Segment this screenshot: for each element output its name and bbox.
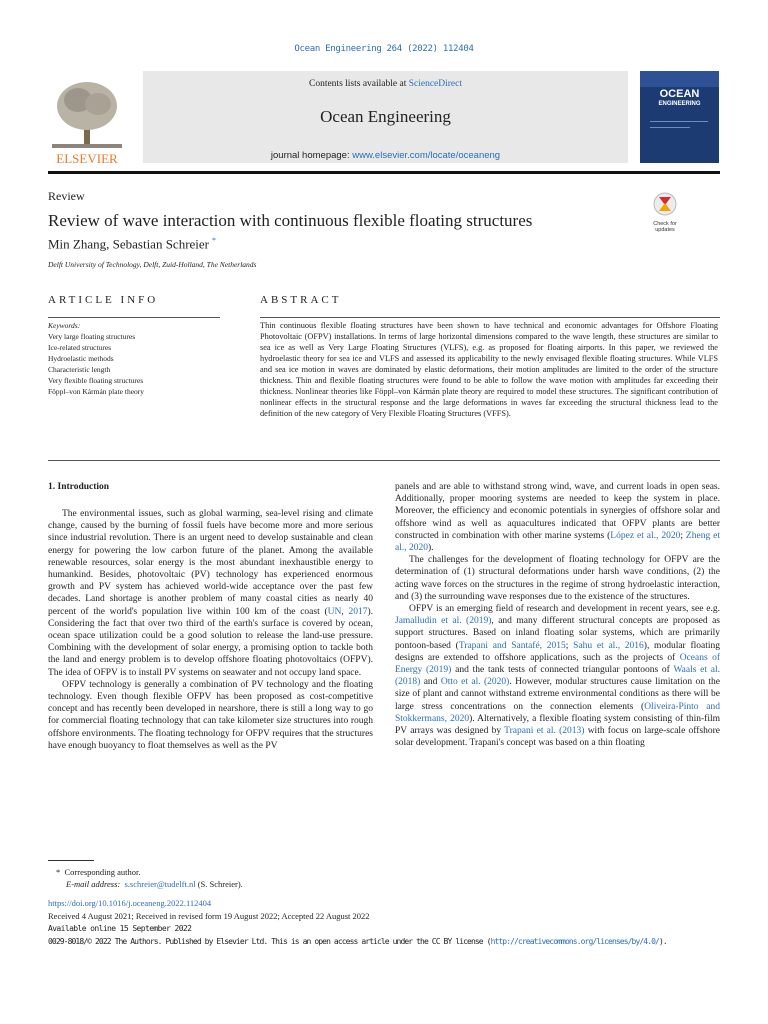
citation-link[interactable]: Jamalludin et al. (2019): [395, 616, 492, 627]
paragraph: The challenges for the development of floating technology for OFPV are the determination of (1) structural deformations under harsh wave conditions, (2) the acting wave forces on the structures in the regime of strong hydroelastic interaction, and (3) the surrounding wave responses due to the existence of the structures.: [395, 555, 720, 602]
body-column-left: [48, 508, 373, 752]
check-for-updates-badge[interactable]: Check for updates: [644, 192, 686, 232]
footnote-rule: [48, 860, 94, 861]
footnote: * Corresponding author. E-mail address: s.schreier@tudelft.nl (S. Schreier).: [56, 867, 243, 889]
abstract-end-rule: [48, 460, 720, 461]
license-line: 0029-8018/© 2022 The Authors. Published by Elsevier Ltd. This is an open access article under the CC BY license (http://creativecommons.org/licenses/by/4.0/).: [48, 937, 667, 946]
journal-cover[interactable]: [640, 71, 719, 163]
corresponding-author-mark[interactable]: *: [212, 236, 217, 245]
keyword: Föppl–von Kármán plate theory: [48, 387, 145, 396]
citation-link[interactable]: 2017: [348, 606, 368, 617]
paragraph: OFPV technology is generally a combination of PV technology and the floating technology. Even though flexible OFPV has been proposed as cost-competitive concept and has recently been developed in nearshore, there is still a long way to go for commercial floating technology that can take kilometer size structures into rough offshore environments. The floating technology for OFPV requires that the structures have enough buoyancy to float themselves as well as the PV: [48, 679, 373, 751]
citation-link[interactable]: Oceans of Energy (2019): [395, 652, 720, 676]
paragraph: The environmental issues, such as global warming, sea-level rising and climate change, caused by the burning of fossil fuels have become more and more serious since industrial revolution. There is an urgent need to develop sustainable and clean energy for powering the low carbon future of the planet. Among the available renewable resources, solar energy is the most abundant inexhaustible energy to humankind. Besides, photovoltaic (PV) technology has experienced enormous growth and PV system has achieved world-wide acceptance over the past few decades. Land shortage is another problem of many coastal cities as nearly 40 percent of the world's population live within 100 km of the coast (UN, 2017). Considering the fact that over two third of the earth's surface is covered by ocean, ocean space utilization could be a good solution to release the land-use pressure. Combining with the development of solar energy, a promising option to tackle both the land and energy problem is to develop offshore floating photovoltaics (OFPV). The idea of OFPV is to install PV systems on seawater and not occupy land space.: [48, 509, 373, 678]
sciencedirect-link[interactable]: ScienceDirect: [408, 79, 462, 89]
affiliation: Delft University of Technology, Delft, Zuid-Holland, The Netherlands: [48, 260, 257, 269]
citation-link[interactable]: Trapani and Santafé, 2015: [458, 640, 566, 651]
abstract-heading: ABSTRACT: [260, 294, 342, 306]
journal-banner: [143, 71, 628, 163]
keyword: Very large floating structures: [48, 332, 136, 341]
body-column-right: [395, 481, 720, 749]
email-link[interactable]: s.schreier@tudelft.nl: [124, 879, 196, 889]
abstract-rule: [260, 317, 720, 318]
license-link[interactable]: http://creativecommons.org/licenses/by/4.0/: [490, 937, 659, 946]
citation-link[interactable]: Otto et al. (2020): [440, 677, 510, 688]
article-dates: Received 4 August 2021; Received in revised form 19 August 2022; Accepted 22 August 2022: [48, 911, 370, 921]
citation-link[interactable]: Waals et al. (2018): [395, 665, 721, 688]
homepage-line: journal homepage: www.elsevier.com/locate/oceaneng: [270, 150, 501, 161]
cover-title: OCEAN ENGINEERING: [658, 88, 701, 107]
keyword: Characteristic length: [48, 365, 111, 374]
citation-link[interactable]: López et al., 2020: [610, 530, 681, 541]
citation-link[interactable]: Trapani et al. (2013): [504, 726, 585, 737]
keywords-label: Keywords:: [48, 321, 81, 330]
header-rule: [48, 171, 720, 174]
author-list: Min Zhang, Sebastian Schreier *: [48, 236, 217, 252]
article-info-heading: ARTICLE INFO: [48, 294, 159, 306]
doi-link[interactable]: https://doi.org/10.1016/j.oceaneng.2022.112404: [48, 898, 212, 908]
keywords-list: [48, 331, 144, 397]
article-type: Review: [48, 189, 85, 203]
paragraph: OFPV is an emerging field of research and development in recent years, see e.g. Jamalludin et al. (2019), and many different structural concepts are proposed as support structures. Based on inland floating solar systems, which are primarily pontoon-based (Trapani and Santafé, 2015; Sahu et al., 2016), modular floating designs are extended to offshore applications, such as the projects of Oceans of Energy (2019) and the tank tests of connected triangular pontoons of Waals et al. (2018) and Otto et al. (2020). However, modular structures cause limitation on the size of plant and cannot withstand extreme environmental conditions as there will be large stress concentrations on the connection elements (Oliveira-Pinto and Stokkermans, 2020). Alternatively, a flexible floating system consisting of thin-film PV arrays was designed by Trapani et al. (2013) with focus on large-scale offshore solar development. Trapani's concept was based on a thin floating: [395, 604, 721, 749]
keyword: Very flexible floating structures: [48, 376, 144, 385]
journal-title: Ocean Engineering: [320, 107, 451, 126]
elsevier-logo[interactable]: [48, 78, 126, 166]
keyword: Hydroelastic methods: [48, 354, 114, 363]
contents-line: Contents lists available at ScienceDirect: [308, 79, 462, 89]
journal-reference[interactable]: Ocean Engineering 264 (2022) 112404: [294, 44, 474, 54]
homepage-link[interactable]: www.elsevier.com/locate/oceaneng: [352, 150, 501, 161]
citation-link[interactable]: Sahu et al., 2016: [573, 640, 644, 651]
section-heading-introduction: 1. Introduction: [48, 482, 110, 492]
citation-link[interactable]: Zheng et al., 2020: [395, 530, 720, 554]
citation-link[interactable]: UN: [327, 606, 342, 617]
article-title: Review of wave interaction with continuous flexible floating structures: [48, 211, 533, 230]
publisher-name: ELSEVIER: [56, 151, 118, 166]
info-rule: [48, 317, 220, 318]
abstract-text: Thin continuous flexible floating structures have been shown to have technical and economic advantages for Offshore Floating Photovoltaic (OFPV) installations. In terms of large horizontal dimensions compared to the wave length, these structures are similar to sea ice as well as Very Large Floating Structures (VLFS), e.g. as proposed for floating airports. In this paper, we reviewed the hydroelastic theory for sea ice and VLFS and assessed its applicability to the newly envisaged flexible floating structures. While VLFS and sea ice motion in waves are dominated by elastic deformations, their motion amplitudes are limited to the order of the structure thickness. Thin and flexible floating structures were found to be able to follow the wave motion with amplitudes far exceeding their thickness. Nonlinear theories like Föppl–von Kármán plate theory are required to model these structures. The significant contribution of nonlinear effects in the structural response and the large deformations in waves far exceeding the structural thickness lead to the definition of the new category of Very Flexible Floating Structures (VFFS).: [260, 321, 718, 418]
citation-link[interactable]: Oliveira-Pinto and Stokkermans, 2020: [395, 701, 720, 724]
available-online: Available online 15 September 2022: [48, 924, 192, 933]
paragraph: panels and are able to withstand strong wind, wave, and current loads in open seas. Additionally, proper mooring systems are needed to keep the system in place. Moreover, the efficiency and economic potentials in synergies of offshore solar and offshore wind as well as aquacultures indicated that OFPV plants are better constructed in combination with other marine systems (López et al., 2020; Zheng et al., 2020).: [395, 482, 720, 554]
keyword: Ice-related structures: [48, 343, 112, 352]
crossmark-icon: [644, 192, 686, 216]
elsevier-tree-icon: [48, 78, 126, 166]
